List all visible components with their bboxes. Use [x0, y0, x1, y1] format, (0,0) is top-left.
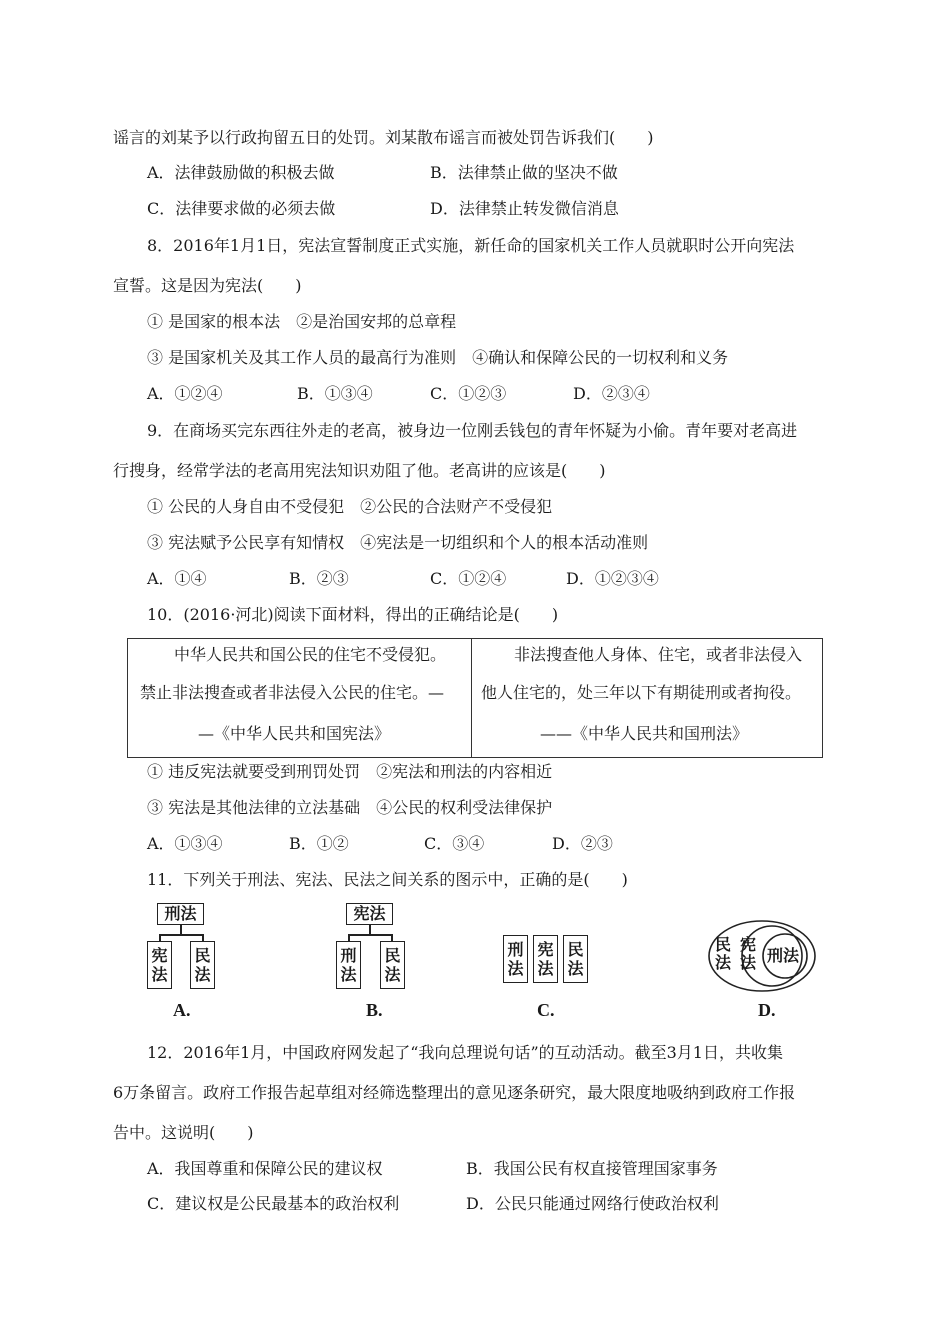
diagram-a-right-box: 民 法 — [190, 941, 215, 989]
q8-stem-line2: 宣誓。这是因为宪法( ) — [113, 276, 302, 295]
q9-option-d: D．①②③④ — [566, 569, 659, 588]
criminal-law-quote-line1: 非法搜查他人身体、住宅，或者非法侵入 — [514, 645, 803, 664]
q8-stem-line1: 8．2016年1月1日，宪法宣誓制度正式实施，新任命的国家机关工作人员就职时公开向宪法 — [147, 236, 795, 255]
q10-option-a: A．①③④ — [147, 834, 223, 853]
diagram-d-inner-label: 刑法 — [767, 946, 800, 965]
q10-material-table — [127, 638, 823, 758]
diagram-d-middle-label: 宪 法 — [740, 935, 757, 972]
diagram-b-label: B. — [366, 1000, 383, 1020]
q12-stem-line3: 告中。这说明( ) — [113, 1123, 254, 1142]
q9-stem-line1: 9．在商场买完东西往外走的老高，被身边一位刚丢钱包的青年怀疑为小偷。青年要对老高进 — [147, 421, 798, 440]
diagram-c-label: C. — [537, 1000, 555, 1020]
q12-stem-line1: 12．2016年1月，中国政府网发起了“我向总理说句话”的互动活动。截至3月1日，共收集 — [147, 1043, 783, 1062]
diagram-c-box-3: 民 法 — [563, 935, 588, 983]
q10-statements-2: ③ 宪法是其他法律的立法基础 ④公民的权利受法律保护 — [147, 798, 553, 817]
q7-stem: 谣言的刘某予以行政拘留五日的处罚。刘某散布谣言而被处罚告诉我们( ) — [113, 128, 654, 147]
q10-option-c: C．③④ — [424, 834, 485, 853]
q8-statements-2: ③ 是国家机关及其工作人员的最高行为准则 ④确认和保障公民的一切权利和义务 — [147, 348, 729, 367]
q7-option-b: B．法律禁止做的坚决不做 — [430, 163, 618, 182]
diagram-b-top-box: 宪法 — [346, 903, 393, 925]
q9-option-b: B．②③ — [289, 569, 349, 588]
constitution-quote-line2: 禁止非法搜查或者非法侵入公民的住宅。— — [140, 683, 445, 702]
q7-option-d: D．法律禁止转发微信消息 — [430, 199, 619, 218]
q7-option-c: C．法律要求做的必须去做 — [147, 199, 336, 218]
diagram-b-right-box: 民 法 — [380, 941, 405, 989]
q9-stem-line2: 行搜身，经常学法的老高用宪法知识劝阻了他。老高讲的应该是( ) — [113, 461, 606, 480]
q9-statements-2: ③ 宪法赋予公民享有知情权 ④宪法是一切组织和个人的根本活动准则 — [147, 533, 649, 552]
diagram-c-box-2: 宪 法 — [533, 935, 558, 983]
q10-option-d: D．②③ — [552, 834, 613, 853]
q8-option-a: A．①②④ — [147, 384, 223, 403]
q8-option-d: D．②③④ — [573, 384, 650, 403]
q9-option-c: C．①②④ — [430, 569, 507, 588]
q7-option-a: A．法律鼓励做的积极去做 — [147, 163, 335, 182]
diagram-b-left-box: 刑 法 — [336, 941, 361, 989]
q8-option-c: C．①②③ — [430, 384, 507, 403]
q12-option-b: B．我国公民有权直接管理国家事务 — [466, 1159, 718, 1178]
diagram-a-left-box: 宪 法 — [147, 941, 172, 989]
diagram-a-label: A. — [173, 1000, 191, 1020]
constitution-source: —《中华人民共和国宪法》 — [198, 724, 391, 743]
q10-stem: 10．(2016·河北)阅读下面材料，得出的正确结论是( ) — [147, 605, 559, 624]
q9-statements-1: ① 公民的人身自由不受侵犯 ②公民的合法财产不受侵犯 — [147, 497, 553, 516]
q8-statements-1: ① 是国家的根本法 ②是治国安邦的总章程 — [147, 312, 457, 331]
diagram-d-label: D. — [758, 1000, 776, 1020]
q10-statements-1: ① 违反宪法就要受到刑罚处罚 ②宪法和刑法的内容相近 — [147, 762, 553, 781]
q12-stem-line2: 6万条留言。政府工作报告起草组对经筛选整理出的意见逐条研究，最大限度地吸纳到政府工作报 — [113, 1083, 796, 1102]
q12-option-c: C．建议权是公民最基本的政治权利 — [147, 1194, 400, 1213]
criminal-law-source: ——《中华人民共和国刑法》 — [540, 724, 749, 743]
diagram-c-box-1: 刑 法 — [503, 935, 528, 983]
constitution-quote-line1: 中华人民共和国公民的住宅不受侵犯。 — [174, 645, 447, 664]
q12-option-a: A．我国尊重和保障公民的建议权 — [147, 1159, 383, 1178]
diagram-a-top-box: 刑法 — [157, 903, 204, 925]
diagram-d-outer-label: 民 法 — [715, 935, 732, 972]
q10-option-b: B．①② — [289, 834, 349, 853]
q9-option-a: A．①④ — [147, 569, 207, 588]
q8-option-b: B．①③④ — [297, 384, 373, 403]
criminal-law-quote-line2: 他人住宅的，处三年以下有期徒刑或者拘役。 — [481, 683, 802, 702]
q11-stem: 11．下列关于刑法、宪法、民法之间关系的图示中，正确的是( ) — [147, 870, 628, 889]
table-divider — [471, 639, 472, 757]
q12-option-d: D．公民只能通过网络行使政治权利 — [466, 1194, 719, 1213]
